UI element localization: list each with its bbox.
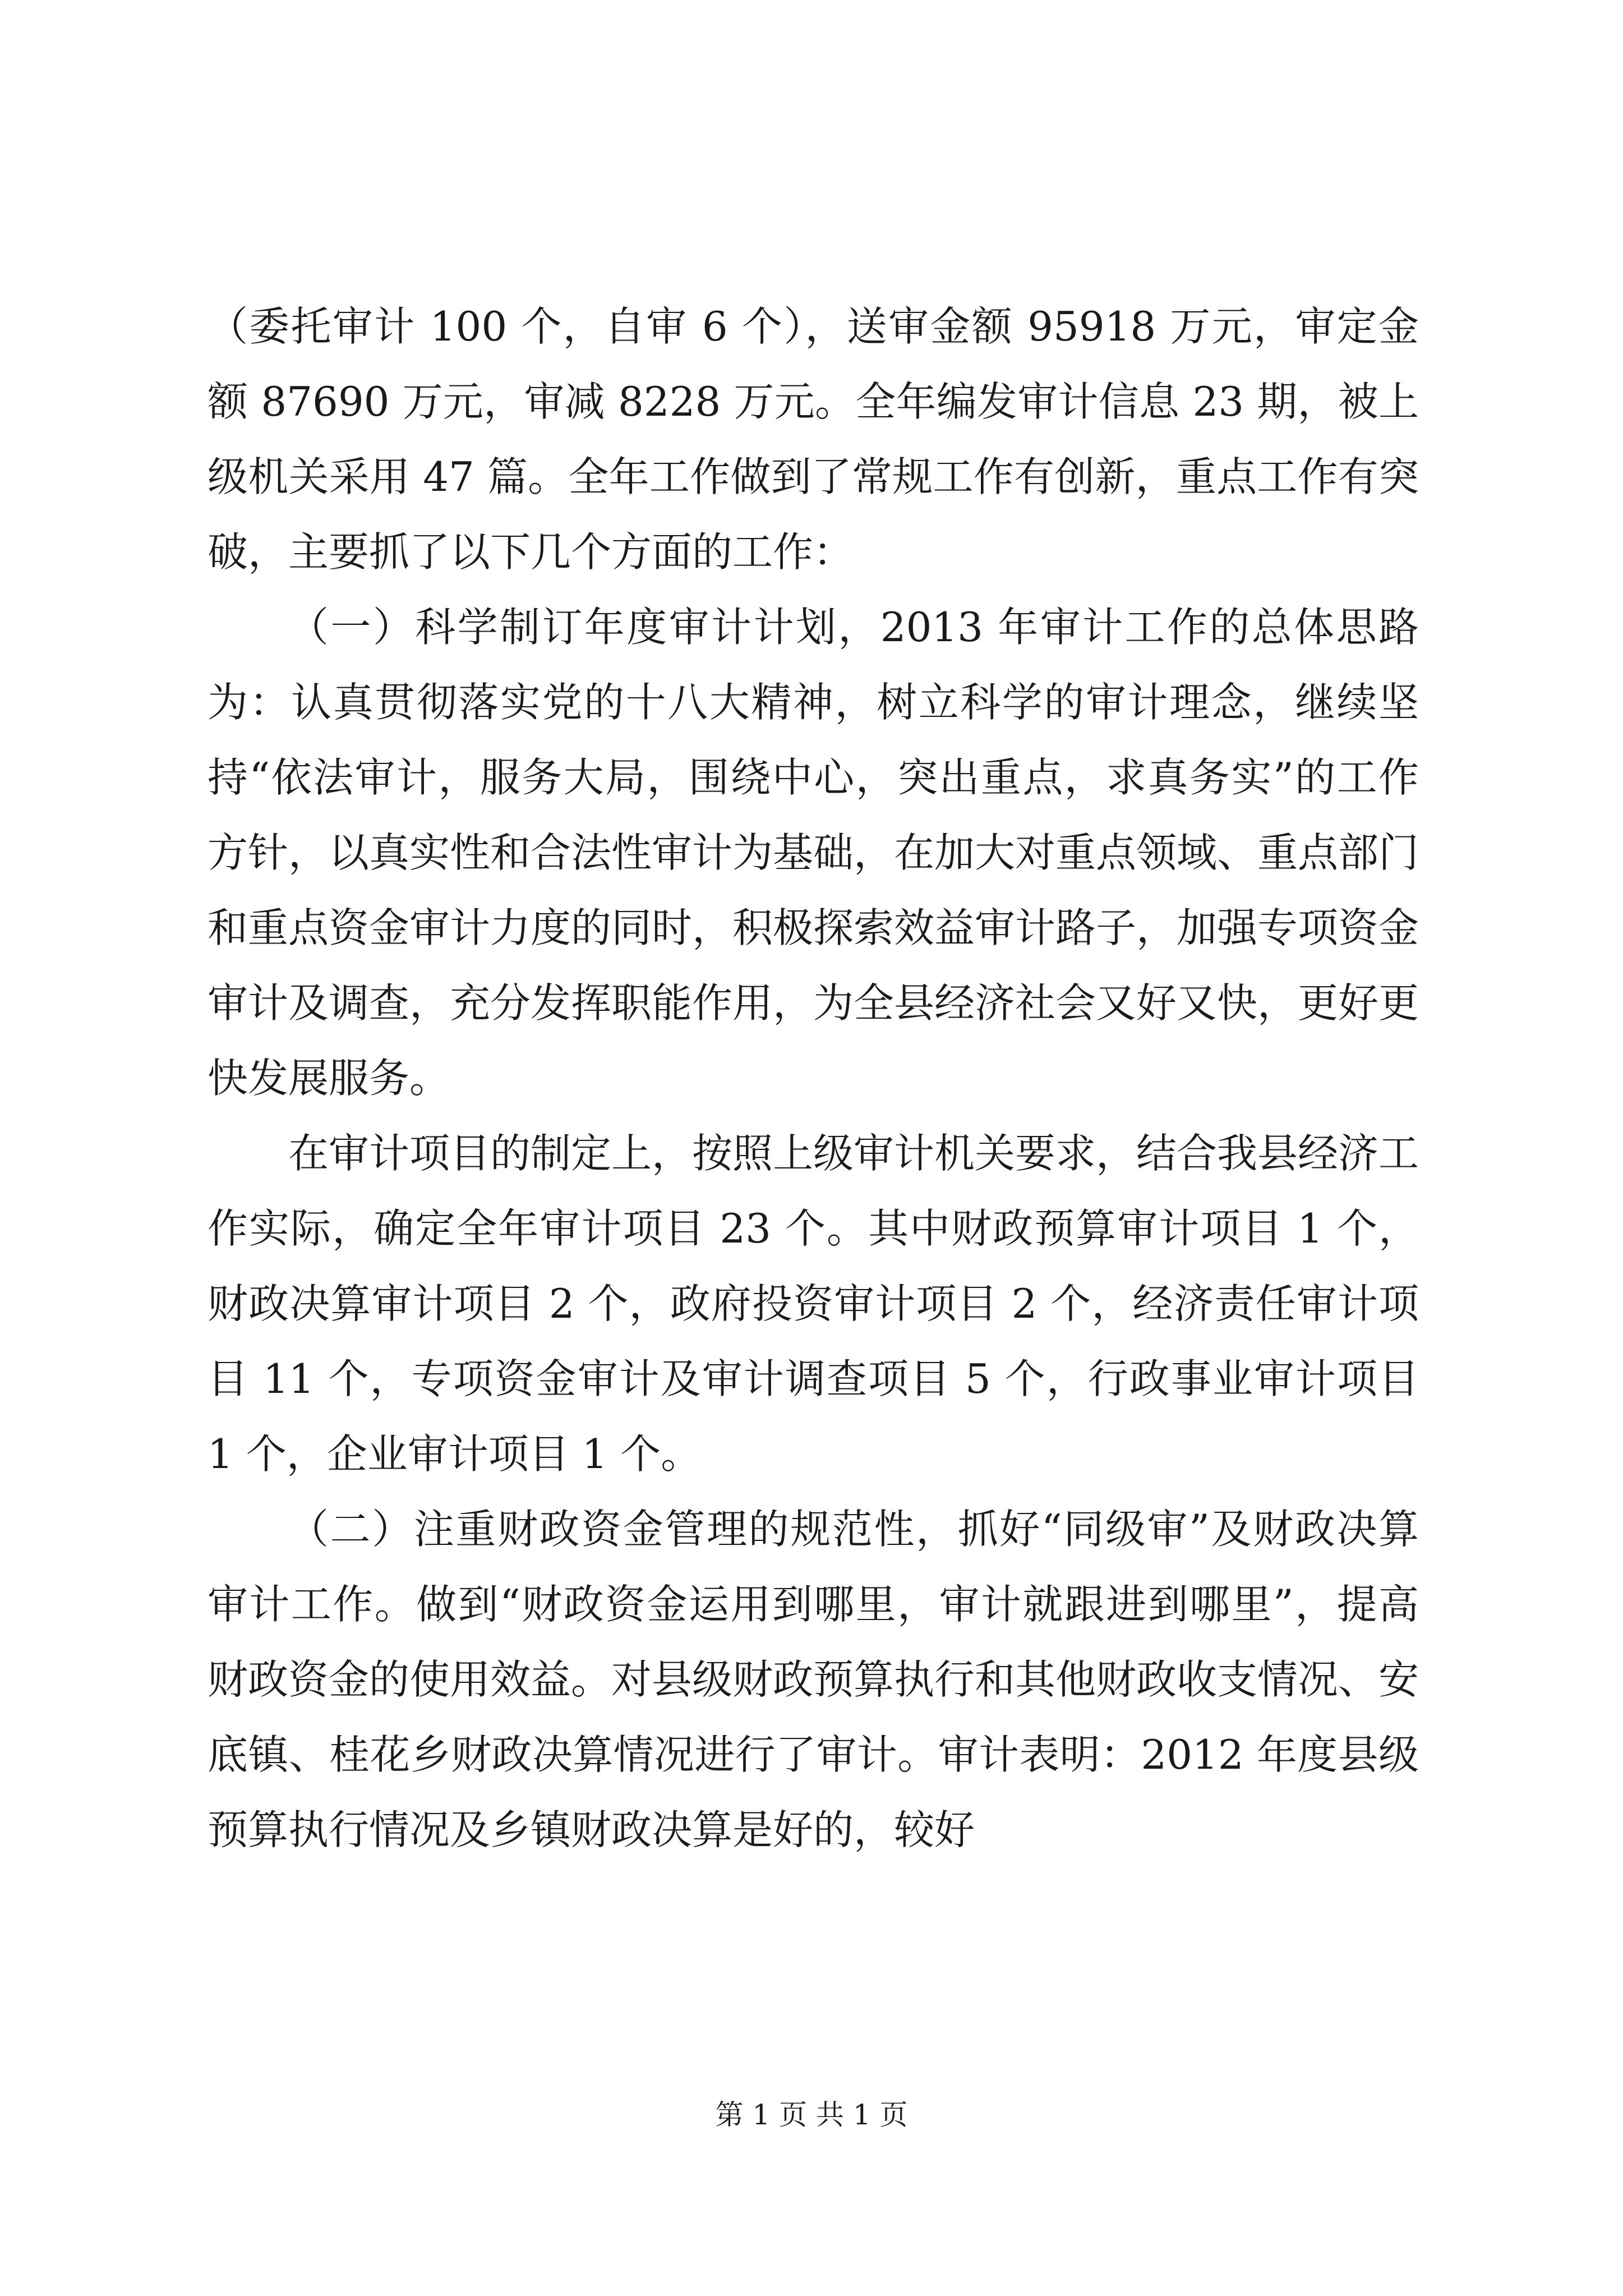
paragraph-fiscal-audit: （二）注重财政资金管理的规范性，抓好“同级审”及财政决算审计工作。做到“财政资金运用到哪里，审计就跟进到哪里”，提高财政资金的使用效益。对县级财政预算执行和其他财政收支情况、安底镇、桂花乡财政决算情况进行了审计。审计表明：2012 年度县级预算执行情况及乡镇财政决算是好的，较好: [208, 1506, 1419, 1853]
paragraph-annual-plan: （一）科学制订年度审计计划，2013 年审计工作的总体思路为：认真贯彻落实党的十八大精神，树立科学的审计理念，继续坚持“依法审计，服务大局，围绕中心，突出重点，求真务实”的工作方针，以真实性和合法性审计为基础，在加大对重点领域、重点部门和重点资金审计力度的同时，积极探索效益审计路子，加强专项资金审计及调查，充分发挥职能作用，为全县经济社会又好又快，更好更快发展服务。: [208, 604, 1419, 1102]
document-body: [208, 289, 1419, 1867]
paragraph-audit-projects: 在审计项目的制定上，按照上级审计机关要求，结合我县经济工作实际，确定全年审计项目 23 个。其中财政预算审计项目 1 个，财政决算审计项目 2 个，政府投资审计项目 2 个，经济责任审计项目 11 个，专项资金审计及审计调查项目 5 个，行政事业审计项目 1 个，企业审计项目 1 个。: [208, 1130, 1419, 1478]
paragraph-continuation: （委托审计 100 个，自审 6 个），送审金额 95918 万元，审定金额 87690 万元，审减 8228 万元。全年编发审计信息 23 期，被上级机关采用 47 篇。全年工作做到了常规工作有创新，重点工作有突破，主要抓了以下几个方面的工作：: [208, 303, 1419, 576]
page-footer: 第 1 页 共 1 页: [715, 2099, 908, 2131]
